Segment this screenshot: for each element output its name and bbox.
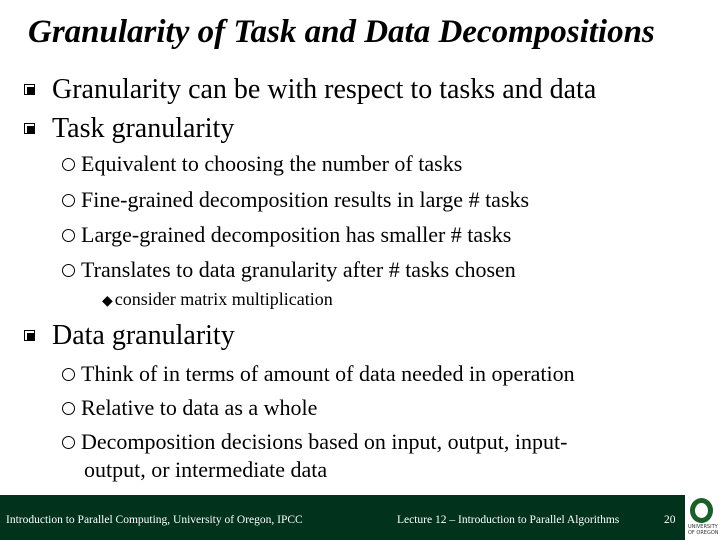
square-bullet-icon <box>24 84 35 95</box>
sub-list-item-text: consider matrix multiplication <box>114 289 333 309</box>
list-item-text: Translates to data granularity after # tasks chosen <box>81 257 516 282</box>
university-logo <box>685 495 720 540</box>
list-item-text: Decomposition decisions based on input, output, input- <box>81 429 568 454</box>
sub-list-item <box>102 289 333 310</box>
footer-bar <box>0 495 685 540</box>
slide-title: Granularity of Task and Data Decompositions <box>28 14 655 50</box>
circle-bullet-icon <box>62 436 75 449</box>
footer-course: Introduction to Parallel Computing, University of Oregon, IPCC <box>6 514 303 526</box>
list-item <box>62 361 575 386</box>
list-item-continuation: output, or intermediate data <box>84 457 328 482</box>
bullet-task-granularity <box>52 113 234 145</box>
page-number: 20 <box>664 514 676 526</box>
square-bullet-icon <box>24 330 35 341</box>
list-item <box>62 187 529 212</box>
bullet-text: Data granularity <box>52 320 235 351</box>
list-item <box>62 429 567 454</box>
list-item <box>62 222 511 247</box>
list-item-text: Relative to data as a whole <box>81 395 318 420</box>
circle-bullet-icon <box>62 229 75 242</box>
list-item-text: Fine-grained decomposition results in large # tasks <box>81 187 530 212</box>
list-item-text: Large-grained decomposition has smaller # tasks <box>81 222 512 247</box>
list-item-text: Think of in terms of amount of data needed in operation <box>81 361 575 386</box>
list-item <box>62 257 516 282</box>
circle-bullet-icon <box>62 158 75 171</box>
logo-text: UNIVERSITY OF OREGON <box>688 524 719 536</box>
bullet-text: Granularity can be with respect to tasks and data <box>52 74 597 105</box>
list-item <box>62 395 317 420</box>
diamond-bullet-icon: ◆ <box>102 294 113 309</box>
bullet-data-granularity <box>52 320 235 352</box>
bullet-text: Task granularity <box>52 113 235 144</box>
oregon-o-icon <box>690 498 713 523</box>
list-item <box>62 151 462 176</box>
square-bullet-icon <box>24 123 35 134</box>
circle-bullet-icon <box>62 368 75 381</box>
circle-bullet-icon <box>62 194 75 207</box>
circle-bullet-icon <box>62 264 75 277</box>
bullet-granularity <box>52 74 596 106</box>
list-item-text: Equivalent to choosing the number of tasks <box>81 151 463 176</box>
footer-lecture: Lecture 12 – Introduction to Parallel Algorithms <box>397 514 620 526</box>
circle-bullet-icon <box>62 402 75 415</box>
